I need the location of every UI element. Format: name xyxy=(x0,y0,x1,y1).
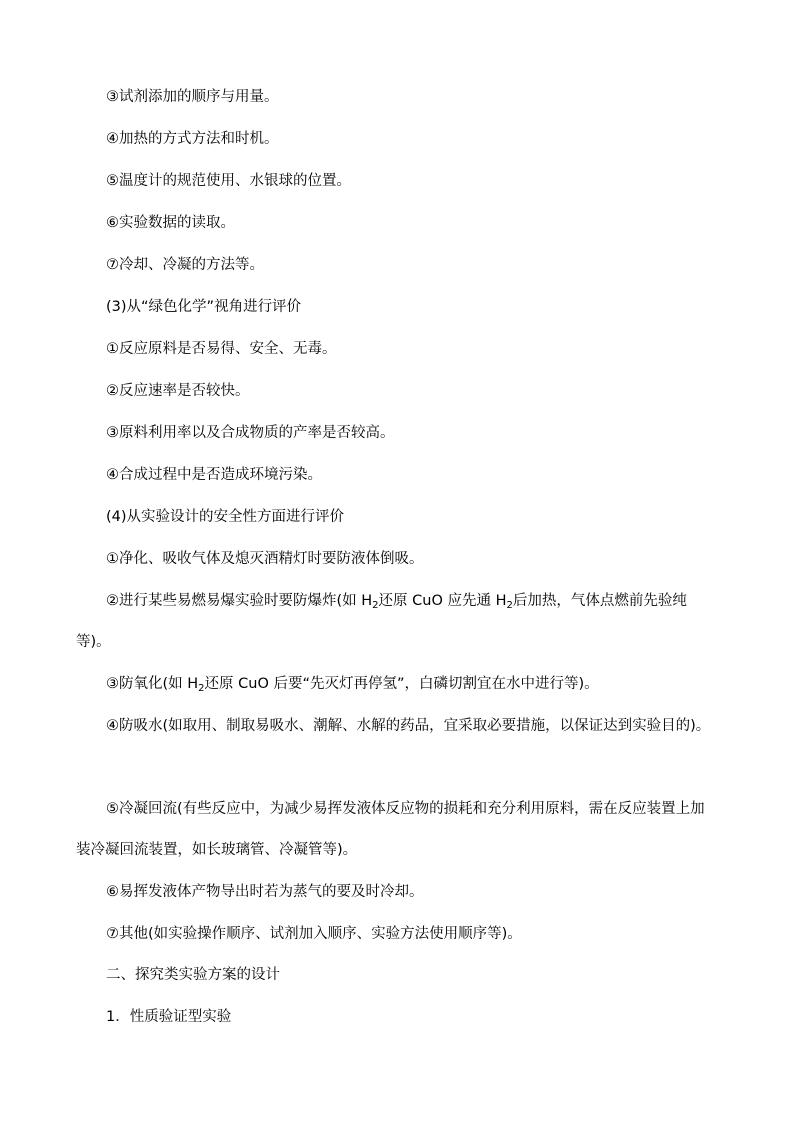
line-thermometer: ⑤温度计的规范使用、水银球的位置。 xyxy=(106,173,351,189)
sub-heading: 1．性质验证型实验 xyxy=(106,1009,232,1025)
subscript: 2 xyxy=(506,600,513,611)
paragraph-water-absorption: ④防吸水(如取用、制取易吸水、潮解、水解的药品，宜采取必要措施，以保证达到实验目的)。 xyxy=(106,718,711,734)
subscript: 2 xyxy=(198,683,205,694)
paragraph-explosion: ②进行某些易燃易爆实验时要防爆炸(如 $H_2$还原 CuO 应先通 $H_2$后加热，气体点燃前先验纯等)。 xyxy=(76,593,687,650)
line-other: ⑦其他(如实验操作顺序、试剂加入顺序、实验方法使用顺序等)。 xyxy=(106,926,522,942)
heading-safety: (4)从实验设计的安全性方面进行评价 xyxy=(106,509,345,525)
line-cooling-method: ⑦冷却、冷凝的方法等。 xyxy=(106,257,264,273)
heading-green-chemistry: (3)从“绿色化学”视角进行评价 xyxy=(106,299,302,315)
line-heating-method: ④加热的方式方法和时机。 xyxy=(106,131,279,147)
paragraph-reflux: ⑤冷凝回流(有些反应中，为减少易挥发液体反应物的损耗和充分利用原料，需在反应装置上加装冷凝回流装置，如长玻璃管、冷凝管等)。 xyxy=(76,801,705,858)
paragraph-oxidation: ③防氧化(如 $H_2$还原 CuO 后要“先灭灯再停氢”，白磷切割宜在水中进行等)。 xyxy=(106,676,599,694)
line-reaction-rate: ②反应速率是否较快。 xyxy=(106,383,250,399)
section-heading: 二、探究类实验方案的设计 xyxy=(106,967,280,983)
line-utilization: ③原料利用率以及合成物质的产率是否较高。 xyxy=(106,425,395,441)
line-reagent-order: ③试剂添加的顺序与用量。 xyxy=(106,89,279,105)
subscript: 2 xyxy=(372,600,379,611)
line-pollution: ④合成过程中是否造成环境污染。 xyxy=(106,467,322,483)
line-raw-materials: ①反应原料是否易得、安全、无毒。 xyxy=(106,341,337,357)
line-vapor-cooling: ⑥易挥发液体产物导出时若为蒸气的要及时冷却。 xyxy=(106,884,424,900)
line-backflow: ①净化、吸收气体及熄灭酒精灯时要防液体倒吸。 xyxy=(106,551,424,567)
line-data-reading: ⑥实验数据的读取。 xyxy=(106,215,235,231)
